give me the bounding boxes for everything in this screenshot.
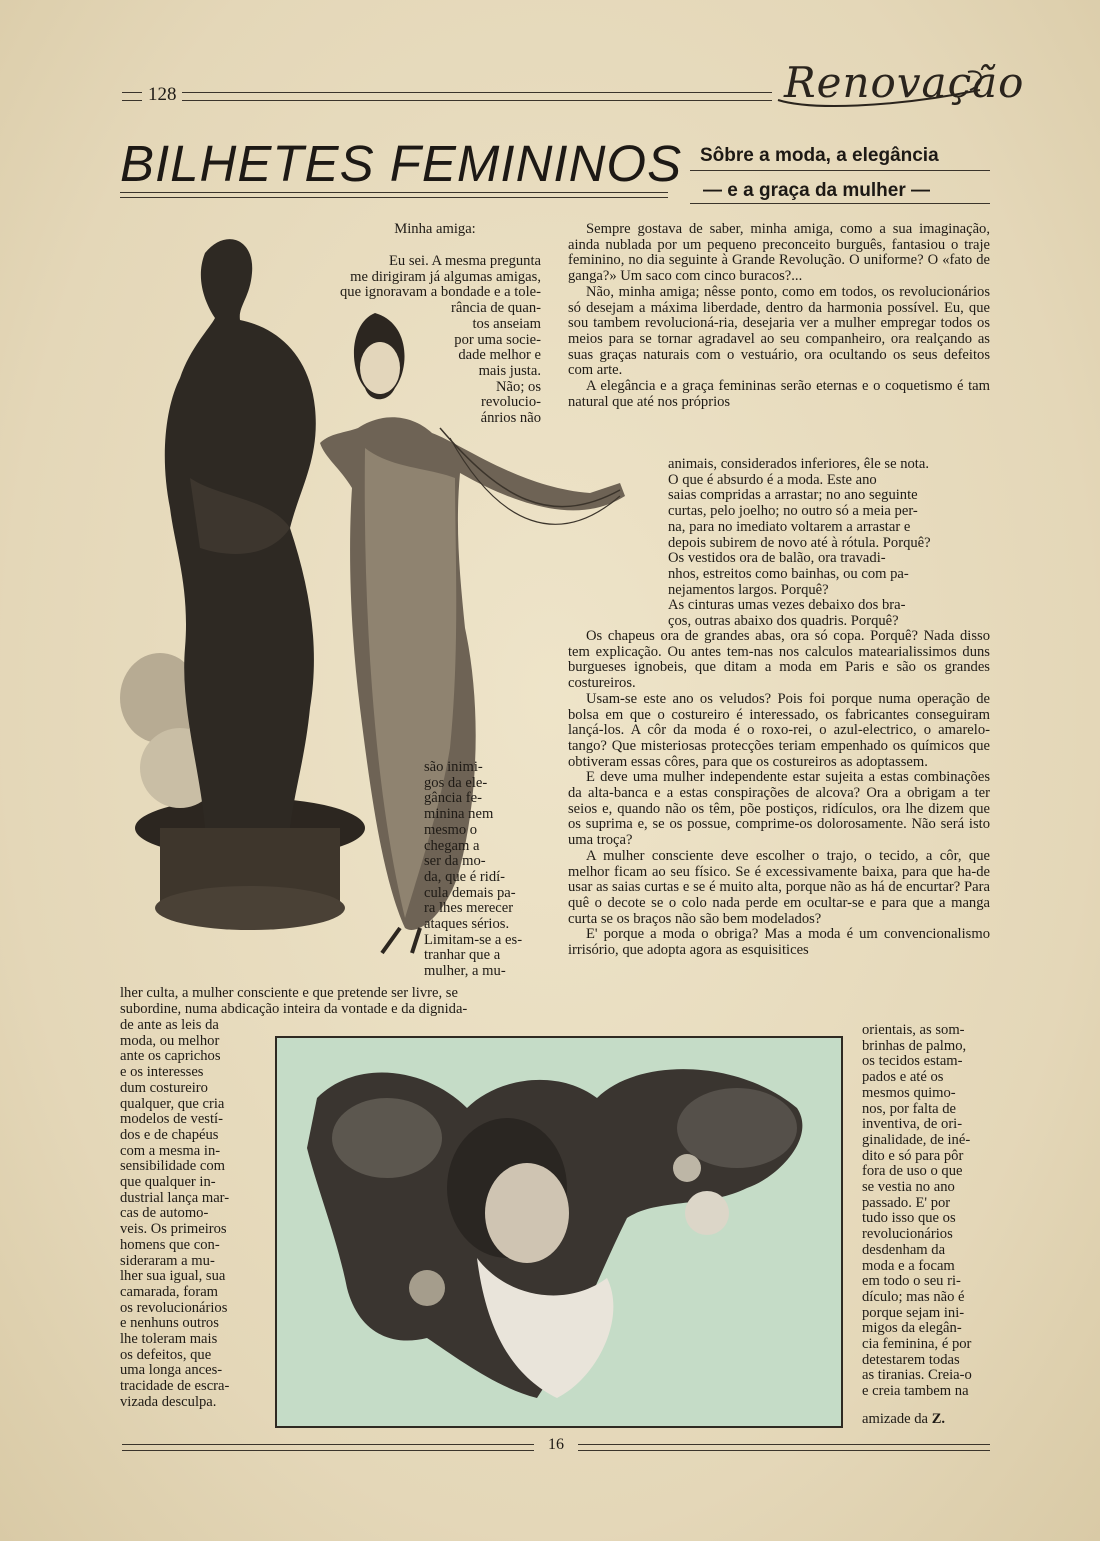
text-line: são inimi-	[424, 759, 483, 775]
text-line: na, para no imediato voltarem a arrastar e	[668, 518, 911, 535]
text-line: subordine, numa abdicação inteira da vontade e da dignida-	[120, 1000, 468, 1017]
subtitle-rule	[690, 170, 990, 171]
text-line: ços, outras abaixo dos quadris. Porquê?	[668, 613, 899, 630]
text-line: que ignoravam a bondade e a tole-	[340, 284, 541, 301]
text-line: animais, considerados inferiores, êle se nota.	[668, 456, 929, 472]
footer-rule	[578, 1444, 990, 1445]
text-line: sideraram a mu-	[120, 1252, 215, 1269]
text-line: e os interesses	[120, 1064, 204, 1081]
text-line: gos da ele-	[424, 774, 488, 791]
text-line: dustrial lança mar-	[120, 1189, 230, 1206]
text-line: sensibilidade com	[120, 1158, 225, 1175]
header-rule	[122, 100, 142, 101]
right-column-intro	[568, 222, 990, 410]
article-subtitle-line1: Sôbre a moda, a elegância	[700, 145, 939, 166]
paragraph: Sempre gostava de saber, minha amiga, como a sua imaginação, ainda nublada por um pequeno preconceito burguês, fantasiou o traje feminino, no dia seguinte à Grande Revolução. O uniforme? O «fato de ganga?» Um saco com cinco buracos?...	[568, 221, 990, 285]
header-rule	[122, 92, 142, 93]
paragraph: A mulher consciente deve escolher o trajo, o tecido, a côr, que melhor ficam ao seu físico. Se é excessivamente baixa, para que ha-de usar as saias curtas e se é muito alta, porque não as há de encurtar? Para quê o decote se o colo nada perde em ocultar-se e para que a manga curta se os braços não são bem modelados?	[568, 847, 990, 927]
text-line: modelos de vestí-	[120, 1111, 223, 1128]
text-line: As cinturas umas vezes debaixo dos bra-	[668, 597, 906, 614]
text-line: nos, por falta de	[862, 1100, 957, 1117]
text-line: ser da mo-	[424, 853, 486, 870]
text-line: vizada desculpa.	[120, 1393, 217, 1410]
closing-text: amizade da	[862, 1411, 929, 1427]
text-line: nejamentos largos. Porquê?	[668, 581, 829, 598]
text-line: por uma socie-	[454, 331, 541, 348]
text-line: qualquer, que cria	[120, 1095, 225, 1112]
paragraph: Usam-se este ano os veludos? Pois foi porque numa operação de bolsa em que o costureiro é interessado, os fabricantes conseguiram lançá-los. A côr da moda é o roxo-rei, o azul-electrico, o amarelo-tango? Que misteriosas protecções teriam empenhado os químicos que obtiveram essas côres, para que os costureiros as adoptassem.	[568, 690, 990, 770]
text-line: gância fe-	[424, 790, 482, 807]
text-line: Eu sei. A mesma pregunta	[389, 253, 541, 269]
text-line: mesmo o	[424, 821, 478, 838]
right-column-bottom-text	[862, 1023, 990, 1400]
title-rule	[120, 192, 668, 193]
greeting: Minha amiga:	[394, 221, 476, 237]
paragraph: Os chapeus ora de grandes abas, ora só copa. Porquê? Nada disso tem explicação. Ou antes tem-nas nos calculos matearialissimos duns burgueses ignobeis, que ditam a moda em Paris e são os grandes costureiros.	[568, 628, 990, 692]
text-line: curtas, pelo joelho; no outro só a meia per-	[668, 503, 918, 520]
paragraph: E deve uma mulher independente estar sujeita a estas combinações da alta-banca e a estas conspirações de alcova? Ora a obrigam a ter seios e, quando não os têm, põe postiços, ridículos, ora lhe dizem que os suprima e, se os possue, comprime-os dolorosamente. Não será isto uma troça?	[568, 769, 990, 849]
subtitle-rule	[690, 203, 990, 204]
paragraph: Não, minha amiga; nêsse ponto, como em todos, os revolucionários só desejam a máxima liberdade, dentro da harmonia possível. Eu, que sou tambem revolucioná-ria, desejaria ver a mulher empregar todos os meios para se tornar agradavel ao seu companheiro, ora realçando as suas graças naturais com o vestuário, ora ocultando os seus defeitos com arte.	[568, 283, 990, 379]
text-line: minina nem	[424, 806, 494, 823]
text-line: lhe toleram mais	[120, 1331, 218, 1348]
text-line: dito e só para pôr	[862, 1147, 964, 1164]
text-line: cula demais pa-	[424, 884, 516, 901]
text-line: moda, ou melhor	[120, 1032, 220, 1049]
left-column-bottom-text	[120, 1018, 253, 1411]
text-line: e nenhuns outros	[120, 1315, 219, 1332]
text-line: mulher, a mu-	[424, 963, 506, 980]
text-line: lher sua igual, sua	[120, 1268, 226, 1285]
text-line: brinhas de palmo,	[862, 1037, 967, 1054]
text-line: saias compridas a arrastar; no ano seguinte	[668, 487, 918, 504]
paragraph: A elegância e a graça femininas serão eternas e o coquetismo é tam natural que até nos próprios	[568, 378, 990, 410]
text-line: ginalidade, de iné-	[862, 1131, 971, 1148]
text-line: lher culta, a mulher consciente e que pretende ser livre, se	[120, 985, 458, 1001]
text-line: revolucio-	[481, 394, 541, 411]
text-line: da, que é ridí-	[424, 868, 506, 885]
text-line: ánrios não	[480, 410, 541, 427]
text-line: em todo o seu ri-	[862, 1273, 961, 1290]
text-line: orientais, as som-	[862, 1022, 965, 1038]
right-column-body	[568, 629, 990, 959]
text-line: migos da elegân-	[862, 1320, 962, 1337]
text-line: revolucionários	[862, 1226, 953, 1243]
right-column-narrow	[668, 457, 990, 630]
text-line: depois subirem de novo até à rótula. Porquê?	[668, 534, 931, 551]
text-line: porque sejam ini-	[862, 1304, 965, 1321]
text-line: desdenham da	[862, 1241, 946, 1258]
text-line: ante os caprichos	[120, 1048, 221, 1065]
text-line: os revolucionários	[120, 1299, 228, 1316]
text-line: rância de quan-	[451, 300, 541, 317]
text-line: que qualquer in-	[120, 1174, 216, 1191]
text-line: veis. Os primeiros	[120, 1221, 227, 1238]
paragraph: E' porque a moda o obriga? Mas a moda é um convencionalismo irrisório, que adopta agora as esquisitices	[568, 926, 990, 959]
text-line: mais justa.	[478, 362, 541, 379]
footer-rule	[122, 1444, 534, 1445]
text-line: dículo; mas não é	[862, 1288, 965, 1305]
text-line: ra lhes merecer	[424, 900, 514, 917]
masthead-title: Renovação	[784, 58, 1025, 107]
article-title: BILHETES FEMININOS	[120, 135, 683, 192]
text-line: inventiva, de ori-	[862, 1116, 963, 1133]
text-line: passado. E' por	[862, 1194, 951, 1211]
signature: Z.	[931, 1411, 946, 1427]
text-line: homens que con-	[120, 1236, 220, 1253]
text-line: fora de uso o que	[862, 1163, 963, 1180]
text-line: Os vestidos ora de balão, ora travadi-	[668, 550, 886, 567]
text-line: e creia tambem na	[862, 1383, 969, 1400]
text-line: dum costureiro	[120, 1079, 208, 1096]
text-line: moda e a focam	[862, 1257, 955, 1274]
text-line: O que é absurdo é a moda. Este ano	[668, 471, 877, 488]
text-line: cia feminina, é por	[862, 1336, 972, 1353]
text-line: de ante as leis da	[120, 1017, 219, 1033]
text-line: me dirigiram já algumas amigas,	[350, 268, 541, 285]
text-line: dos e de chapéus	[120, 1126, 219, 1143]
text-line: os tecidos estam-	[862, 1053, 963, 1070]
closing-line	[862, 1412, 990, 1428]
text-line: as tiranias. Creia-o	[862, 1367, 972, 1384]
header-rule	[182, 92, 772, 93]
text-line: se vestia no ano	[862, 1179, 955, 1196]
text-line: tranhar que a	[424, 947, 501, 964]
text-line: camarada, foram	[120, 1283, 219, 1300]
text-line: pados e até os	[862, 1069, 944, 1086]
text-line: Limitam-se a es-	[424, 931, 523, 948]
text-line: chegam a	[424, 837, 480, 854]
text-line: os defeitos, que	[120, 1346, 212, 1363]
text-line: ataques sérios.	[424, 916, 510, 933]
text-line: tracidade de escra-	[120, 1378, 230, 1395]
title-rule	[120, 197, 668, 198]
text-line: tos anseiam	[472, 315, 541, 332]
left-column-wide-text	[120, 986, 542, 1017]
photo-frame	[275, 1036, 843, 1428]
header-page-number: 128	[148, 84, 177, 105]
footer-rule	[122, 1450, 534, 1451]
text-line: tudo isso que os	[862, 1210, 956, 1227]
left-column-mid-text	[424, 760, 540, 980]
text-line: mesmos quimo-	[862, 1084, 956, 1101]
text-line: uma longa ances-	[120, 1362, 223, 1379]
footer-rule	[578, 1450, 990, 1451]
text-line: detestarem todas	[862, 1351, 960, 1368]
text-line: dade melhor e	[458, 347, 541, 364]
text-line: cas de automo-	[120, 1205, 209, 1222]
left-column-top-text	[285, 254, 541, 427]
footer-page-number: 16	[548, 1436, 564, 1453]
header-rule	[182, 100, 772, 101]
photo-woman-with-flowers	[277, 1038, 841, 1426]
text-line: com a mesma in-	[120, 1142, 221, 1159]
text-line: nhos, estreitos como bainhas, ou com pa-	[668, 565, 909, 582]
text-line: Não; os	[496, 378, 541, 395]
article-subtitle-line2: — e a graça da mulher —	[703, 180, 931, 201]
